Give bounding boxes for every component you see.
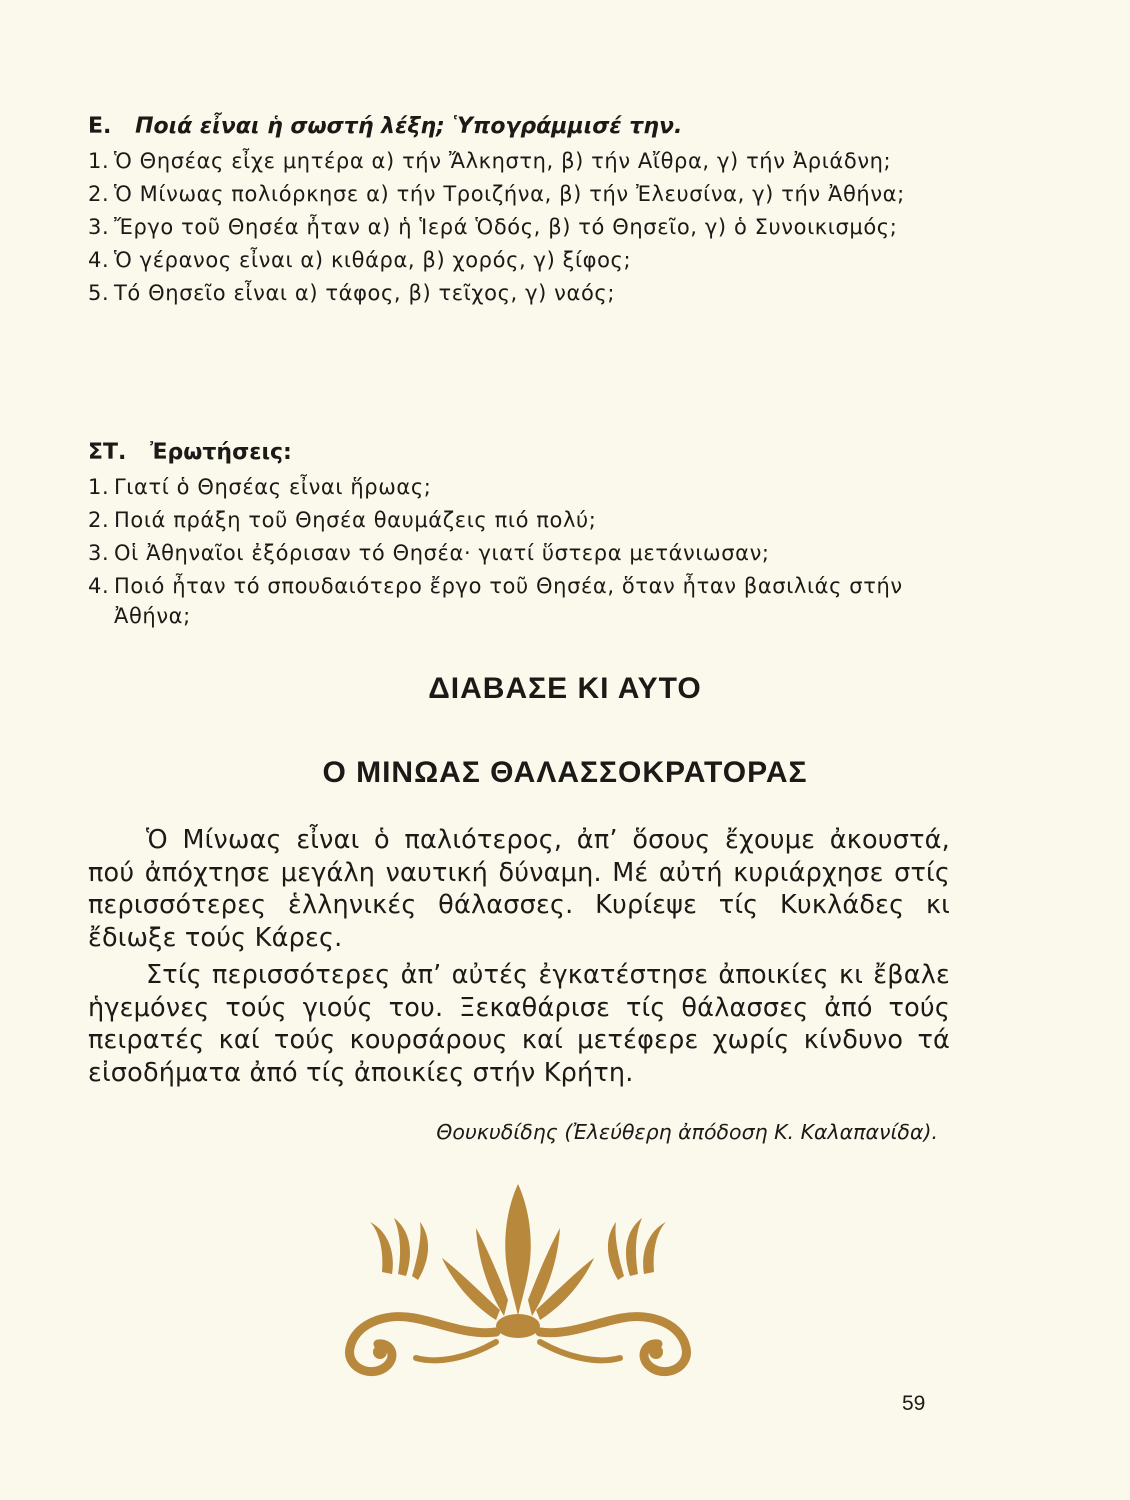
section-e-number: Ε. bbox=[88, 114, 112, 139]
item-number: 3. bbox=[88, 215, 110, 239]
item-number: 3. bbox=[88, 541, 110, 565]
reading-title: ΔΙΑΒΑΣΕ ΚΙ ΑΥΤΟ bbox=[428, 672, 702, 705]
reading-paragraph: Στίς περισσότερες ἀπ’ αὐτές ἐγκατέστησε ἀποικίες κι ἔβαλε ἡγεμόνες τούς γιούς του. Ξεκαθάρισε τίς θάλασσες ἀπό τούς πειρατές καί τούς κουρσάρους καί μετέφερε χωρίς κίνδυνο τά εἰσοδήματα ἀπό τίς ἀποικίες στήν Κρήτη. bbox=[88, 960, 950, 1088]
page-number: 59 bbox=[902, 1392, 926, 1415]
center-leaf bbox=[505, 1184, 531, 1316]
list-item bbox=[88, 179, 968, 209]
left-palmette-leaf bbox=[394, 1218, 410, 1276]
item-number: 1. bbox=[88, 475, 110, 499]
section-e-instruction: Ὑπογράμμισέ την. bbox=[452, 114, 683, 139]
center-knot bbox=[496, 1314, 540, 1338]
left-palmette-leaf bbox=[370, 1222, 393, 1274]
left-scroll bbox=[350, 1317, 496, 1372]
exercise-section-e bbox=[88, 112, 968, 311]
item-number: 4. bbox=[88, 248, 110, 272]
list-item bbox=[88, 538, 968, 568]
section-st-number: ΣΤ. bbox=[88, 440, 127, 465]
right-palmette-leaf bbox=[608, 1222, 624, 1280]
right-scroll-lower bbox=[540, 1342, 620, 1360]
list-item bbox=[88, 146, 968, 176]
section-e-heading bbox=[88, 112, 968, 142]
item-text: Ὁ Θησέας εἶχε μητέρα α) τήν Ἄλκηστη, β) τήν Αἴθρα, γ) τήν Ἀριάδνη; bbox=[114, 149, 892, 173]
section-e-question: Ποιά εἶναι ἡ σωστή λέξη; bbox=[135, 114, 445, 139]
list-item bbox=[88, 245, 968, 275]
item-number: 2. bbox=[88, 182, 110, 206]
item-text: Ποιό ἦταν τό σπουδαιότερο ἔργο τοῦ Θησέα, ὅταν ἦταν βασιλιάς στήν Ἀθήνα; bbox=[114, 574, 903, 628]
reading-body bbox=[88, 824, 950, 1094]
item-text: Ὁ γέρανος εἶναι α) κιθάρα, β) χορός, γ) ξίφος; bbox=[114, 248, 632, 272]
reading-paragraph: Ὁ Μίνωας εἶναι ὁ παλιότερος, ἀπ’ ὅσους ἔχουμε ἀκουστά, πού ἀπόχτησε μεγάλη ναυτική δύναμη. Μέ αὐτή κυριάρχησε στίς περισσότερες ἑλληνικές θάλασσες. Κυρίεψε τίς Κυκλάδες κι ἔδιωξε τούς Κάρες. bbox=[88, 825, 950, 953]
item-number: 2. bbox=[88, 508, 110, 532]
list-item bbox=[88, 472, 968, 502]
item-text: Οἱ Ἀθηναῖοι ἐξόρισαν τό Θησέα· γιατί ὕστερα μετάνιωσαν; bbox=[114, 541, 770, 565]
right-scroll-eye bbox=[649, 1345, 663, 1359]
section-e-list bbox=[88, 146, 968, 308]
item-number: 4. bbox=[88, 574, 110, 598]
right-palmette-leaf bbox=[643, 1222, 666, 1274]
right-scroll bbox=[540, 1317, 686, 1372]
reading-source: Θουκυδίδης (Ἐλεύθερη ἀπόδοση Κ. Καλαπανίδα). bbox=[436, 1120, 938, 1144]
left-scroll-eye bbox=[373, 1345, 387, 1359]
list-item bbox=[88, 212, 968, 242]
item-text: Γιατί ὁ Θησέας εἶναι ἥρωας; bbox=[114, 475, 432, 499]
item-text: Ποιά πράξη τοῦ Θησέα θαυμάζεις πιό πολύ; bbox=[114, 508, 597, 532]
list-item bbox=[88, 278, 968, 308]
item-text: Τό Θησεῖο εἶναι α) τάφος, β) τεῖχος, γ) ναός; bbox=[114, 281, 616, 305]
right-palmette-leaf bbox=[626, 1218, 642, 1276]
exercise-section-st bbox=[88, 438, 968, 634]
section-st-list bbox=[88, 472, 968, 631]
section-st-title: Ἐρωτήσεις: bbox=[150, 440, 292, 465]
item-text: Ἔργο τοῦ Θησέα ἦταν α) ἡ Ἱερά Ὁδός, β) τό Θησεῖο, γ) ὁ Συνοικισμός; bbox=[114, 215, 898, 239]
item-number: 5. bbox=[88, 281, 110, 305]
list-item bbox=[88, 571, 968, 631]
left-palmette-leaf bbox=[412, 1222, 428, 1280]
palmette-ornament bbox=[318, 1166, 718, 1382]
left-scroll-lower bbox=[416, 1342, 496, 1360]
section-st-heading bbox=[88, 438, 968, 468]
list-item bbox=[88, 505, 968, 535]
item-text: Ὁ Μίνωας πολιόρκησε α) τήν Τροιζήνα, β) τήν Ἐλευσίνα, γ) τήν Ἀθήνα; bbox=[114, 182, 905, 206]
item-number: 1. bbox=[88, 149, 110, 173]
reading-subtitle: Ο ΜΙΝΩΑΣ ΘΑΛΑΣΣΟΚΡΑΤΟΡΑΣ bbox=[322, 756, 808, 789]
